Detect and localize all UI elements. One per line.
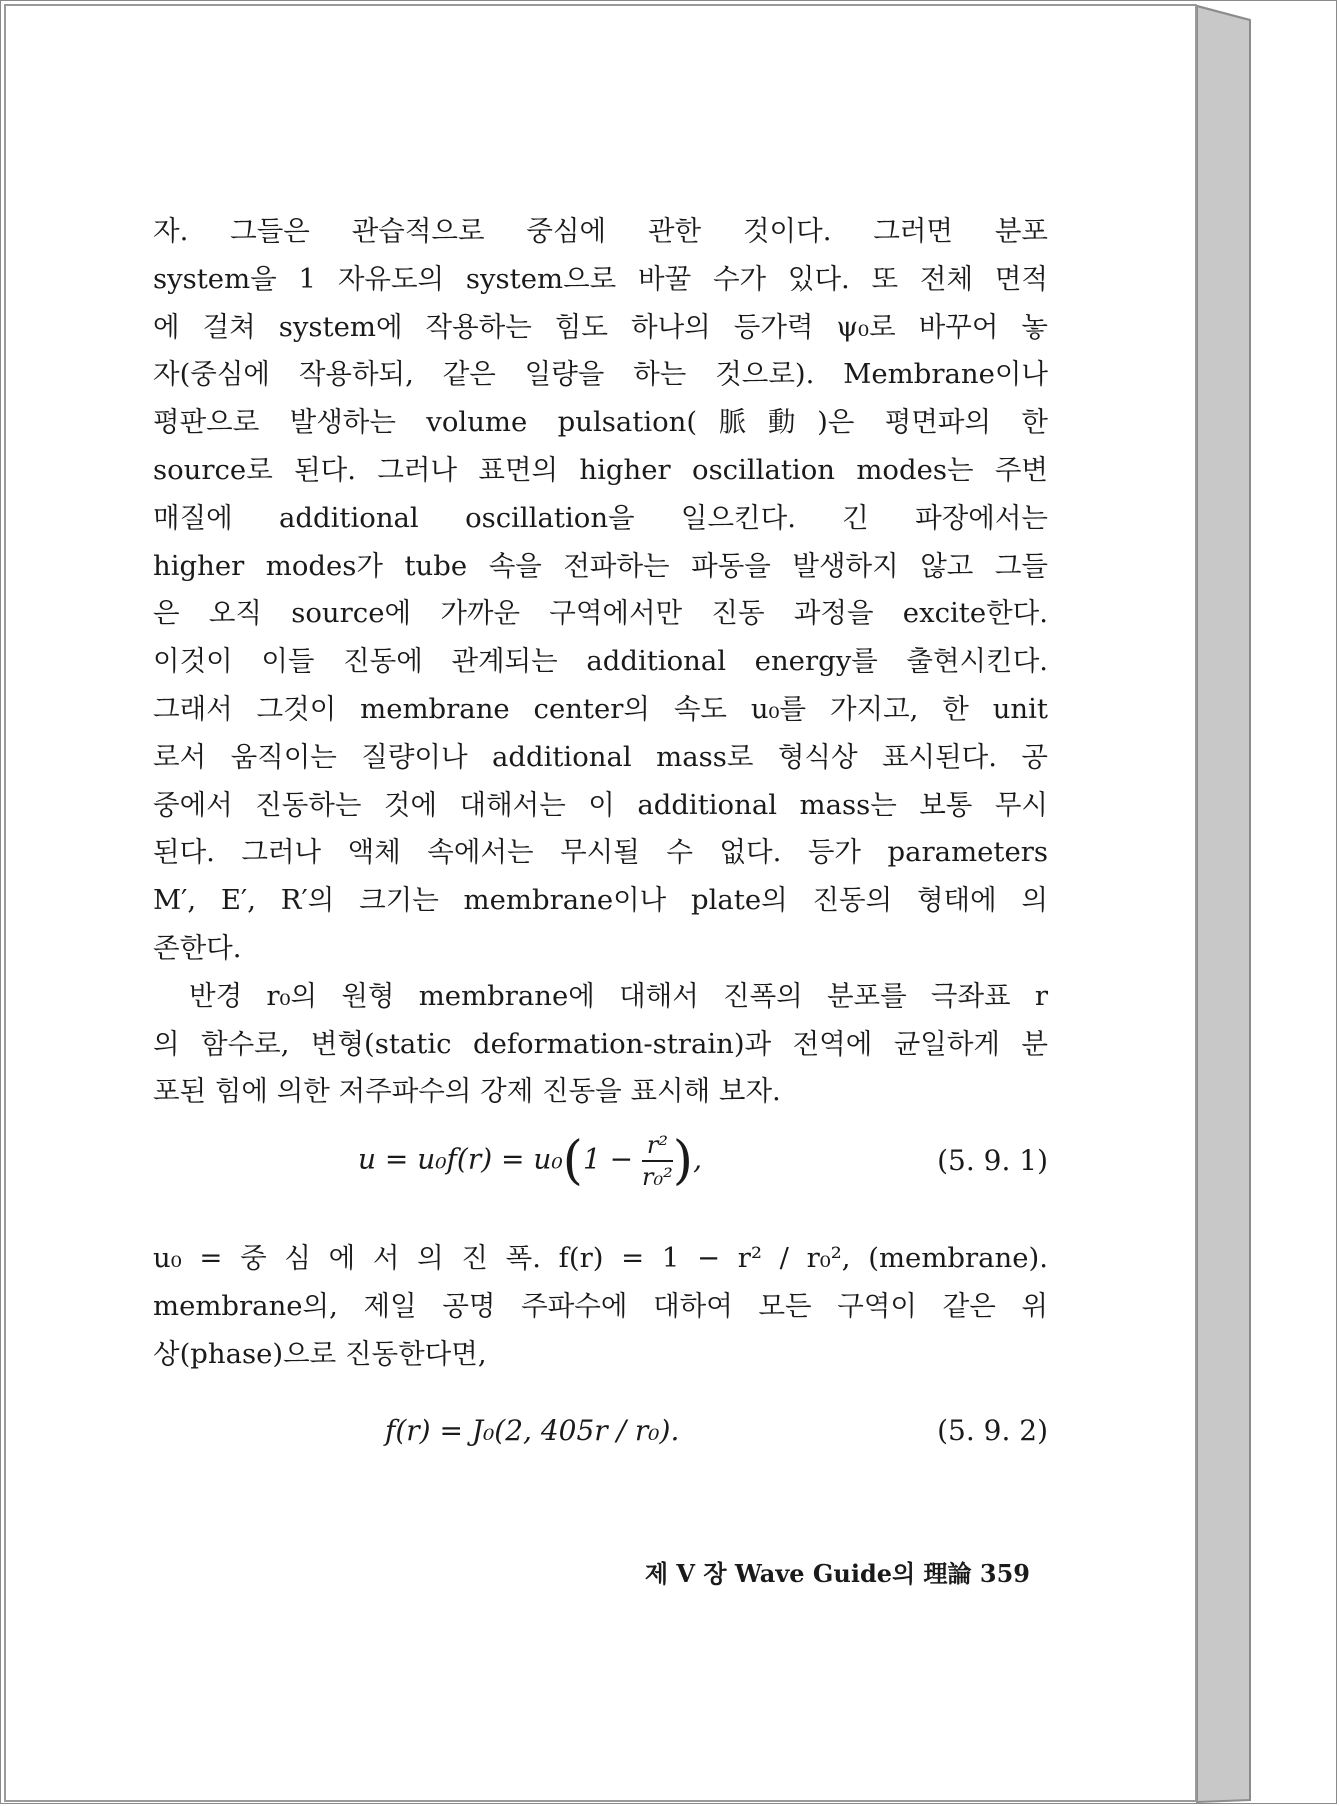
equation-one-minus: 1 −	[582, 1142, 643, 1176]
equation-paren-open: (	[562, 1131, 583, 1191]
body-text	[153, 208, 1048, 1116]
text-line: 에 걸쳐 system에 작용하는 힘도 하나의 등가력 ψ₀로 바꾸어 놓	[153, 310, 1048, 343]
text-line: 상(phase)으로 진동한다면,	[153, 1337, 487, 1370]
text-line: 로서 움직이는 질량이나 additional mass로 형식상 표시된다. 공	[153, 740, 1048, 773]
text-line: 평판으로 발생하는 volume pulsation(脈動)은 평면파의 한	[153, 406, 1048, 439]
text-line: 포된 힘에 의한 저주파수의 강제 진동을 표시해 보자.	[153, 1075, 781, 1108]
text-line: system을 1 자유도의 system으로 바꿀 수가 있다. 또 전체 면적	[153, 262, 1048, 295]
text-line: 자(중심에 작용하되, 같은 일량을 하는 것으로). Membrane이나	[153, 358, 1048, 391]
equation-trail: ,	[693, 1142, 702, 1176]
equation-lhs: u = u₀f(r) = u₀	[358, 1142, 563, 1176]
text-line: 그래서 그것이 membrane center의 속도 u₀를 가지고, 한 unit	[153, 692, 1048, 725]
equation-paren-close: )	[672, 1131, 694, 1191]
text-line: 이것이 이들 진동에 관계되는 additional energy를 출현시킨다.	[153, 645, 1048, 678]
text-line: 은 오직 source에 가까운 구역에서만 진동 과정을 excite한다.	[153, 597, 1048, 630]
text-line: 반경 r₀의 원형 membrane에 대해서 진폭의 분포를 극좌표 r	[189, 979, 1048, 1012]
body-text-continued	[153, 1235, 1048, 1378]
equation-number: (5. 9. 1)	[937, 1144, 1048, 1177]
equation-fraction	[642, 1130, 673, 1192]
text-line: 존한다.	[153, 931, 242, 964]
text-line: u₀ = 중 심 에 서 의 진 폭. f(r) = 1 − r² / r₀², (membrane).	[153, 1242, 1048, 1274]
fraction-numerator: r²	[642, 1130, 673, 1162]
text-line: 의 함수로, 변형(static deformation-strain)과 전역에 균일하게 분	[153, 1027, 1048, 1060]
equation-number: (5. 9. 2)	[937, 1414, 1048, 1447]
page-footer: 제 V 장 Wave Guide의 理論 359	[644, 1559, 1030, 1588]
text-line: membrane의, 제일 공명 주파수에 대하여 모든 구역이 같은 위	[153, 1289, 1048, 1322]
text-line: M′, E′, R′의 크기는 membrane이나 plate의 진동의 형태에 의	[153, 884, 1048, 917]
fraction-denominator: r₀²	[642, 1163, 673, 1191]
text-line: 자. 그들은 관습적으로 중심에 관한 것이다. 그러면 분포	[153, 215, 1048, 247]
equation-body: f(r) = J₀(2, 405r / r₀).	[385, 1414, 680, 1447]
equation-body	[358, 1130, 702, 1192]
text-line: source로 된다. 그러나 표면의 higher oscillation modes는 주변	[153, 453, 1048, 486]
text-line: 된다. 그러나 액체 속에서는 무시될 수 없다. 등가 parameters	[153, 836, 1048, 869]
equation-5-9-1	[153, 1130, 1048, 1200]
text-line: higher modes가 tube 속을 전파하는 파동을 발생하지 않고 그들	[153, 549, 1048, 582]
equation-5-9-2	[153, 1400, 1048, 1470]
text-line: 중에서 진동하는 것에 대해서는 이 additional mass는 보통 무시	[153, 788, 1048, 821]
text-line: 매질에 additional oscillation을 일으킨다. 긴 파장에서는	[153, 501, 1048, 534]
